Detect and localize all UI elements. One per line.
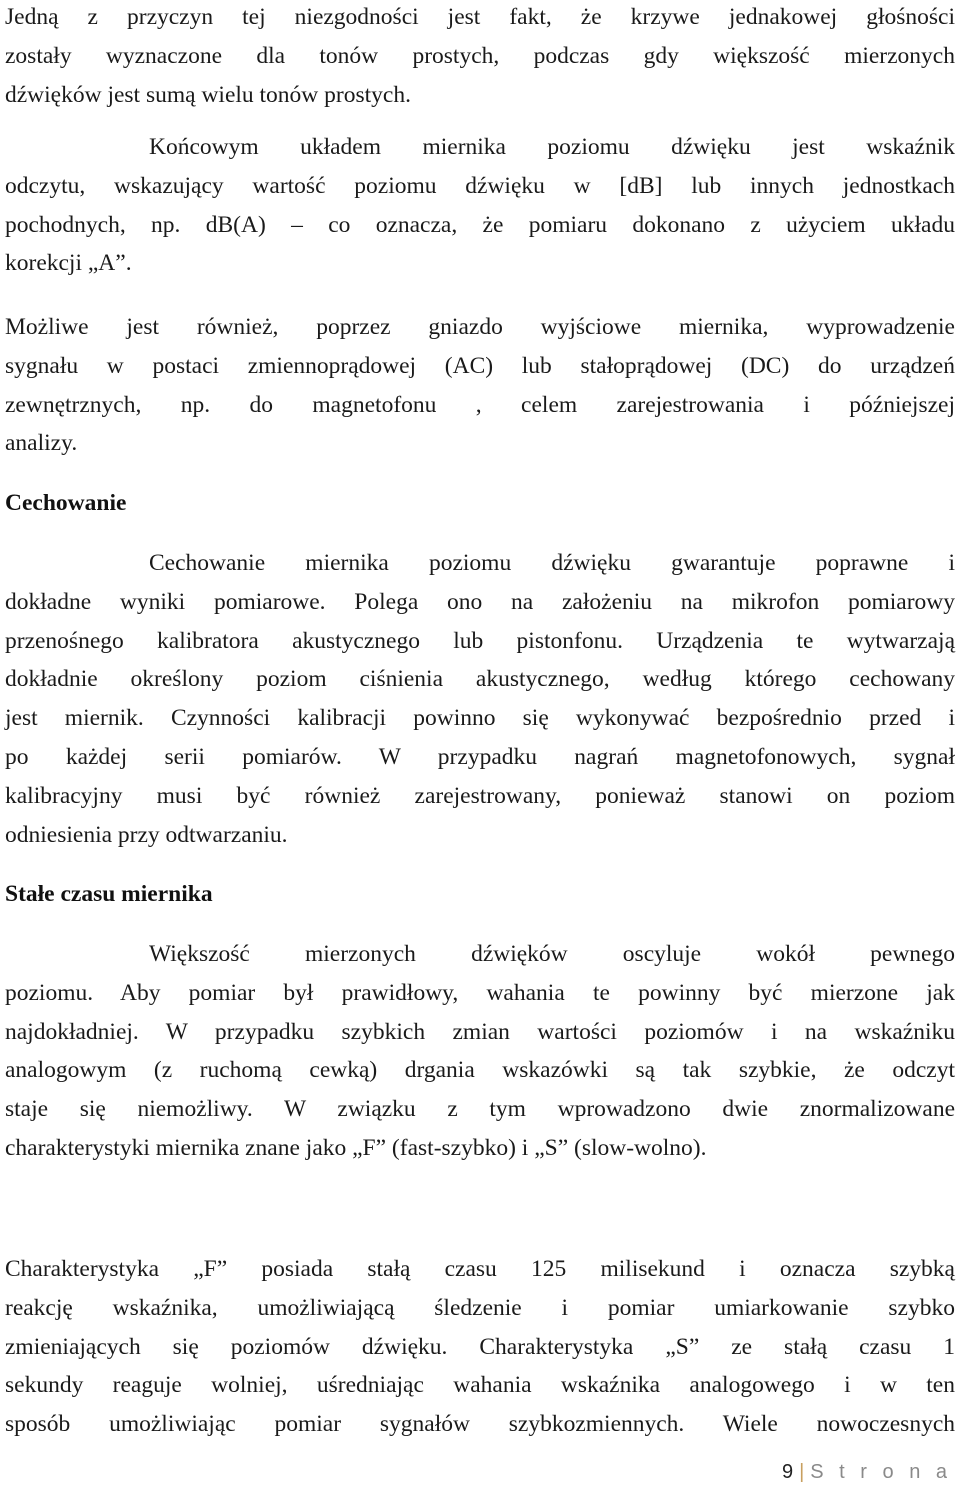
text-line: Końcowym układem miernika poziomu dźwięku jest wskaźnik [149,134,955,160]
text-line: odniesienia przy odtwarzaniu. [5,821,288,848]
text-line: po każdej serii pomiarów. W przypadku nagrań magnetofonowych, sygnał [5,743,955,770]
section-heading-stale-czasu: Stałe czasu miernika [5,881,213,907]
paragraph-indicator [5,128,955,283]
text-line: przenośnego kalibratora akustycznego lub pistonfonu. Urządzenia te wytwarzają [5,627,955,654]
paragraph-intro [5,0,955,114]
text-line: sposób umożliwiając pomiar sygnałów szybkozmiennych. Wiele nowoczesnych [5,1411,955,1438]
text-line: dźwięków jest sumą wielu tonów prostych. [5,81,411,108]
section-heading-cechowanie: Cechowanie [5,490,127,516]
text-line: dokładnie określony poziom ciśnienia akustycznego, według którego cechowany [5,666,955,693]
paragraph-calibration [5,544,955,854]
text-line: analizy. [5,430,78,457]
text-line: pochodnych, np. dB(A) – co oznacza, że pomiaru dokonano z użyciem układu [5,211,955,238]
text-line: Charakterystyka „F” posiada stałą czasu 125 milisekund i oznacza szybką [5,1256,955,1282]
text-line: sekundy reaguje wolniej, uśredniając wahania wskaźnika analogowego i w ten [5,1372,955,1399]
page-footer [782,1458,952,1486]
text-line: dokładne wyniki pomiarowe. Polega ono na założeniu na mikrofon pomiarowy [5,588,955,615]
text-line: Możliwe jest również, poprzez gniazdo wyjściowe miernika, wyprowadzenie [5,314,955,340]
page-number: 9 [781,1461,794,1483]
paragraph-characteristics [5,1250,955,1444]
paragraph-time-constants [5,935,955,1168]
text-line: Większość mierzonych dźwięków oscyluje wokół pewnego [149,941,955,967]
text-line: analogowym (z ruchomą cewką) drgania wskazówki są tak szybkie, że odczyt [5,1057,955,1084]
text-line: korekcji „A”. [5,250,132,277]
text-line: odczytu, wskazujący wartość poziomu dźwięku w [dB] lub innych jednostkach [5,172,955,199]
text-line: staje się niemożliwy. W związku z tym wprowadzono dwie znormalizowane [5,1096,955,1123]
text-line: charakterystyki miernika znane jako „F” (fast-szybko) i „S” (slow-wolno). [5,1134,707,1161]
text-line: sygnału w postaci zmiennoprądowej (AC) lub stałoprądowej (DC) do urządzeń [5,352,955,379]
text-line: zostały wyznaczone dla tonów prostych, podczas gdy większość mierzonych [5,42,955,69]
text-line: kalibracyjny musi być również zarejestrowany, ponieważ stanowi on poziom [5,782,955,809]
text-line: najdokładniej. W przypadku szybkich zmian wartości poziomów i na wskaźniku [5,1018,955,1045]
text-line: zmieniających się poziomów dźwięku. Charakterystyka „S” ze stałą czasu 1 [5,1333,955,1360]
text-line: Jedną z przyczyn tej niezgodności jest fakt, że krzywe jednakowej głośności [5,4,955,30]
page-label: S t r o n a [810,1461,952,1483]
text-line: poziomu. Aby pomiar był prawidłowy, wahania te powinny być mierzone jak [5,979,955,1006]
text-line: jest miernik. Czynności kalibracji powinno się wykonywać bezpośrednio przed i [5,705,955,732]
footer-separator: | [799,1461,805,1483]
text-line: zewnętrznych, np. do magnetofonu , celem zarejestrowania i późniejszej [5,391,955,418]
text-line: Cechowanie miernika poziomu dźwięku gwarantuje poprawne i [149,550,955,576]
paragraph-output [5,308,955,463]
text-line: reakcję wskaźnika, umożliwiającą śledzenie i pomiar umiarkowanie szybko [5,1294,955,1321]
